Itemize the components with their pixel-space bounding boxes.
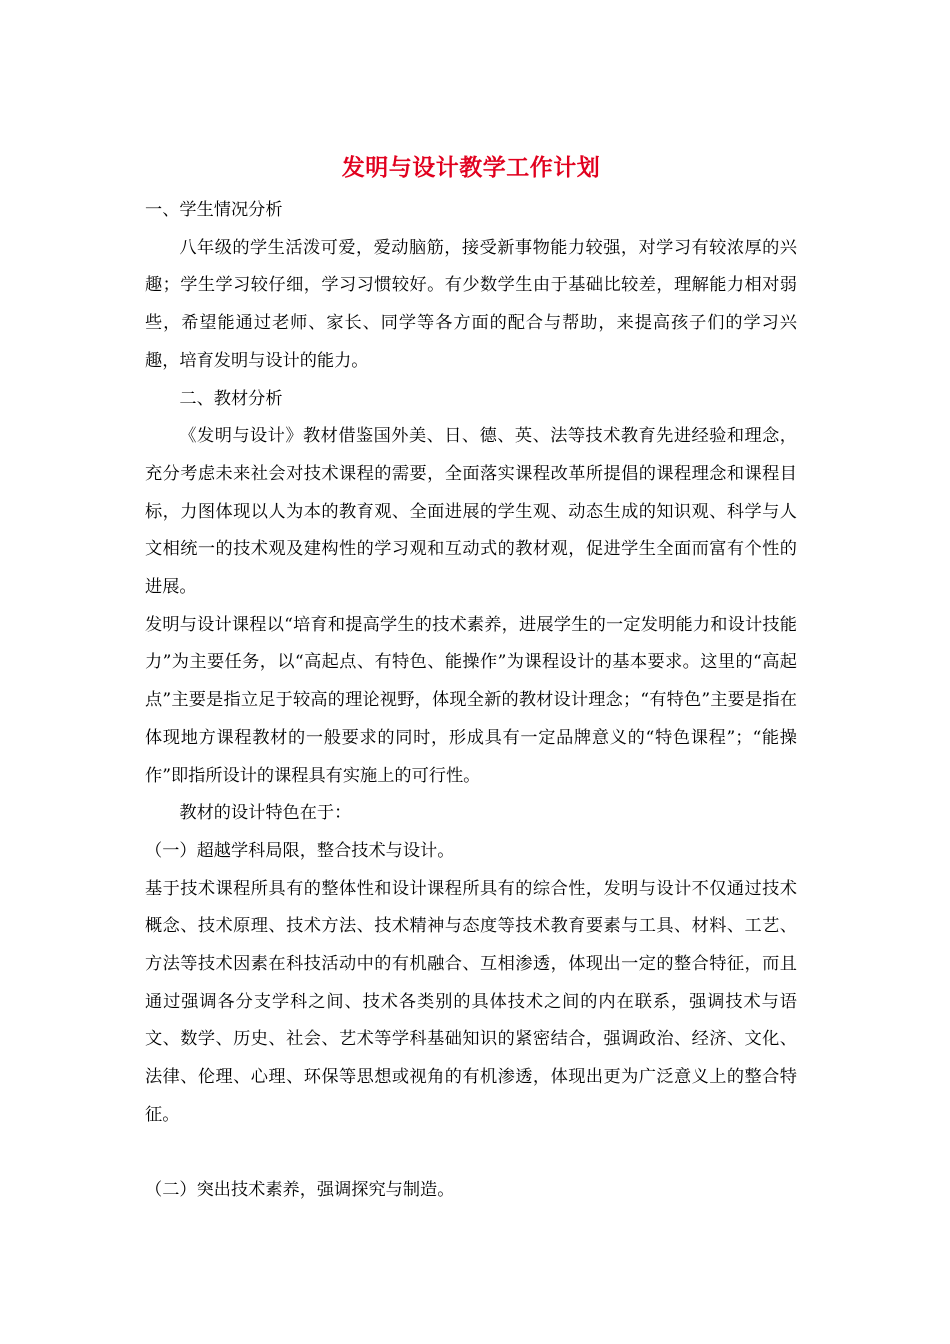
feature-heading-2: （二）突出技术素养，强调探究与制造。 xyxy=(145,1180,455,1201)
paragraph-feature-1: 基于技术课程所具有的整体性和设计课程所具有的综合性，发明与设计不仅通过技术概念、技术原理、技术方法、技术精神与态度等技术教育要素与工具、材料、工艺、方法等技术因素在科技活动中的有机融合、互相渗透，体现出一定的整合特征，而且通过强调各分支学科之间、技术各类别的具体技术之间的内在联系，强调技术与语文、数学、历史、社会、艺术等学科基础知识的紧密结合，强调政治、经济、文化、法律、伦理、心理、环保等思想或视角的有机渗透，体现出更为广泛意义上的整合特征。 xyxy=(145,878,797,1125)
document-body xyxy=(145,148,797,1210)
features-intro: 教材的设计特色在于： xyxy=(179,803,352,824)
document-title: 发明与设计教学工作计划 xyxy=(341,154,601,181)
paragraph-student-analysis: 八年级的学生活泼可爱，爱动脑筋，接受新事物能力较强，对学习有较浓厚的兴趣；学生学习较仔细，学习习惯较好。有少数学生由于基础比较差，理解能力相对弱些，希望能通过老师、家长、同学等各方面的配合与帮助，来提高孩子们的学习兴趣，培育发明与设计的能力。 xyxy=(145,237,797,371)
section-heading-textbook-analysis: 二、教材分析 xyxy=(179,388,283,409)
paragraph-textbook-analysis-2: 发明与设计课程以“培育和提高学生的技术素养，进展学生的一定发明能力和设计技能力”为主要任务，以“高起点、有特色、能操作”为课程设计的基本要求。这里的“高起点”主要是指立足于较高的理论视野，体现全新的教材设计理念；“有特色”主要是指在体现地方课程教材的一般要求的同时，形成具有一定品牌意义的“特色课程”；“能操作”即指所设计的课程具有实施上的可行性。 xyxy=(145,614,797,786)
feature-heading-1: （一）超越学科局限，整合技术与设计。 xyxy=(145,840,455,861)
paragraph-textbook-analysis-1: 《发明与设计》教材借鉴国外美、日、德、英、法等技术教育先进经验和理念，充分考虑未来社会对技术课程的需要，全面落实课程改革所提倡的课程理念和课程目标，力图体现以人为本的教育观、全面进展的学生观、动态生成的知识观、科学与人文相统一的技术观及建构性的学习观和互动式的教材观，促进学生全面而富有个性的进展。 xyxy=(145,426,797,598)
section-heading-student-analysis: 一、学生情况分析 xyxy=(145,200,283,220)
blank-line xyxy=(145,1135,797,1173)
